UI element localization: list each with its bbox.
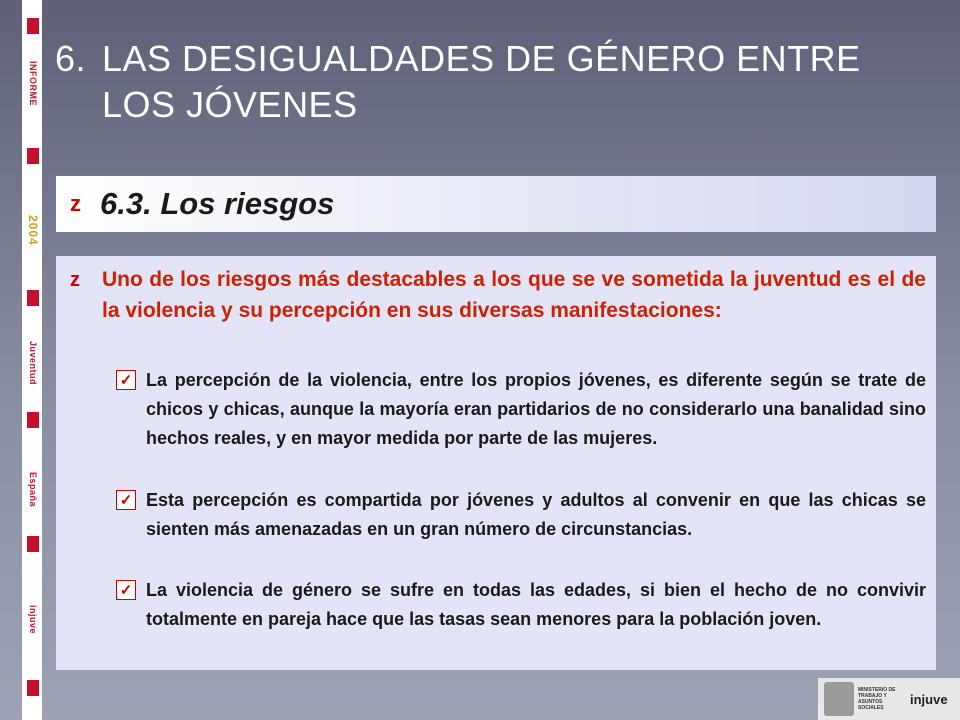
side-mark — [27, 18, 39, 34]
side-mark — [27, 680, 39, 696]
brand-label: injuve — [910, 691, 948, 707]
main-point — [70, 264, 926, 326]
side-mark — [27, 290, 39, 306]
list-item — [116, 576, 926, 634]
list-item-text: La violencia de género se sufre en todas las edades, si bien el hecho de no convivir totalmente en pareja hace que las tasas sean menores para la población joven. — [146, 580, 926, 629]
bullet-icon: z — [70, 191, 81, 216]
bullet-icon: z — [70, 269, 80, 291]
slide-title — [55, 36, 915, 128]
side-mark — [27, 148, 39, 164]
side-word-espana: España — [28, 472, 38, 508]
subsection-title: 6.3. Los riesgos — [100, 186, 335, 221]
subsection-header — [56, 176, 936, 232]
side-mark — [27, 412, 39, 428]
side-word-injuve: injuve — [28, 605, 38, 635]
checkbox-bullet-icon: ✓ — [116, 490, 136, 510]
main-point-text: Uno de los riesgos más destacables a los que se ve sometida la juventud es el de la violencia y su percepción en sus diversas manifestaciones: — [102, 268, 926, 322]
checkbox-bullet-icon: ✓ — [116, 370, 136, 390]
side-mark — [27, 536, 39, 552]
content-box — [56, 256, 936, 670]
list-item — [116, 486, 926, 544]
injuve-logo — [818, 678, 960, 720]
list-item-text: Esta percepción es compartida por jóvenes y adultos al convenir en que las chicas se sienten más amenazadas en un gran número de circunstancias. — [146, 490, 926, 539]
checkbox-bullet-icon: ✓ — [116, 580, 136, 600]
side-word-informe: INFORME — [28, 60, 38, 106]
list-item-text: La percepción de la violencia, entre los propios jóvenes, es diferente según se trate de chicos y chicas, aunque la mayoría eran partidarios de no considerarlo una banalidad sino hechos reales, y en mayor medida por parte de las mujeres. — [146, 370, 926, 448]
side-word-juventud: Juventud — [28, 340, 38, 385]
side-word-year: 2004 — [26, 214, 40, 246]
coat-of-arms-icon — [824, 682, 854, 716]
title-number: 6. — [55, 38, 87, 79]
list-item — [116, 366, 926, 453]
title-text: LAS DESIGUALDADES DE GÉNERO ENTRE LOS JÓVENES — [102, 38, 861, 125]
ministry-label: MINISTERIO DE TRABAJO Y ASUNTOS SOCIALES — [858, 687, 896, 711]
